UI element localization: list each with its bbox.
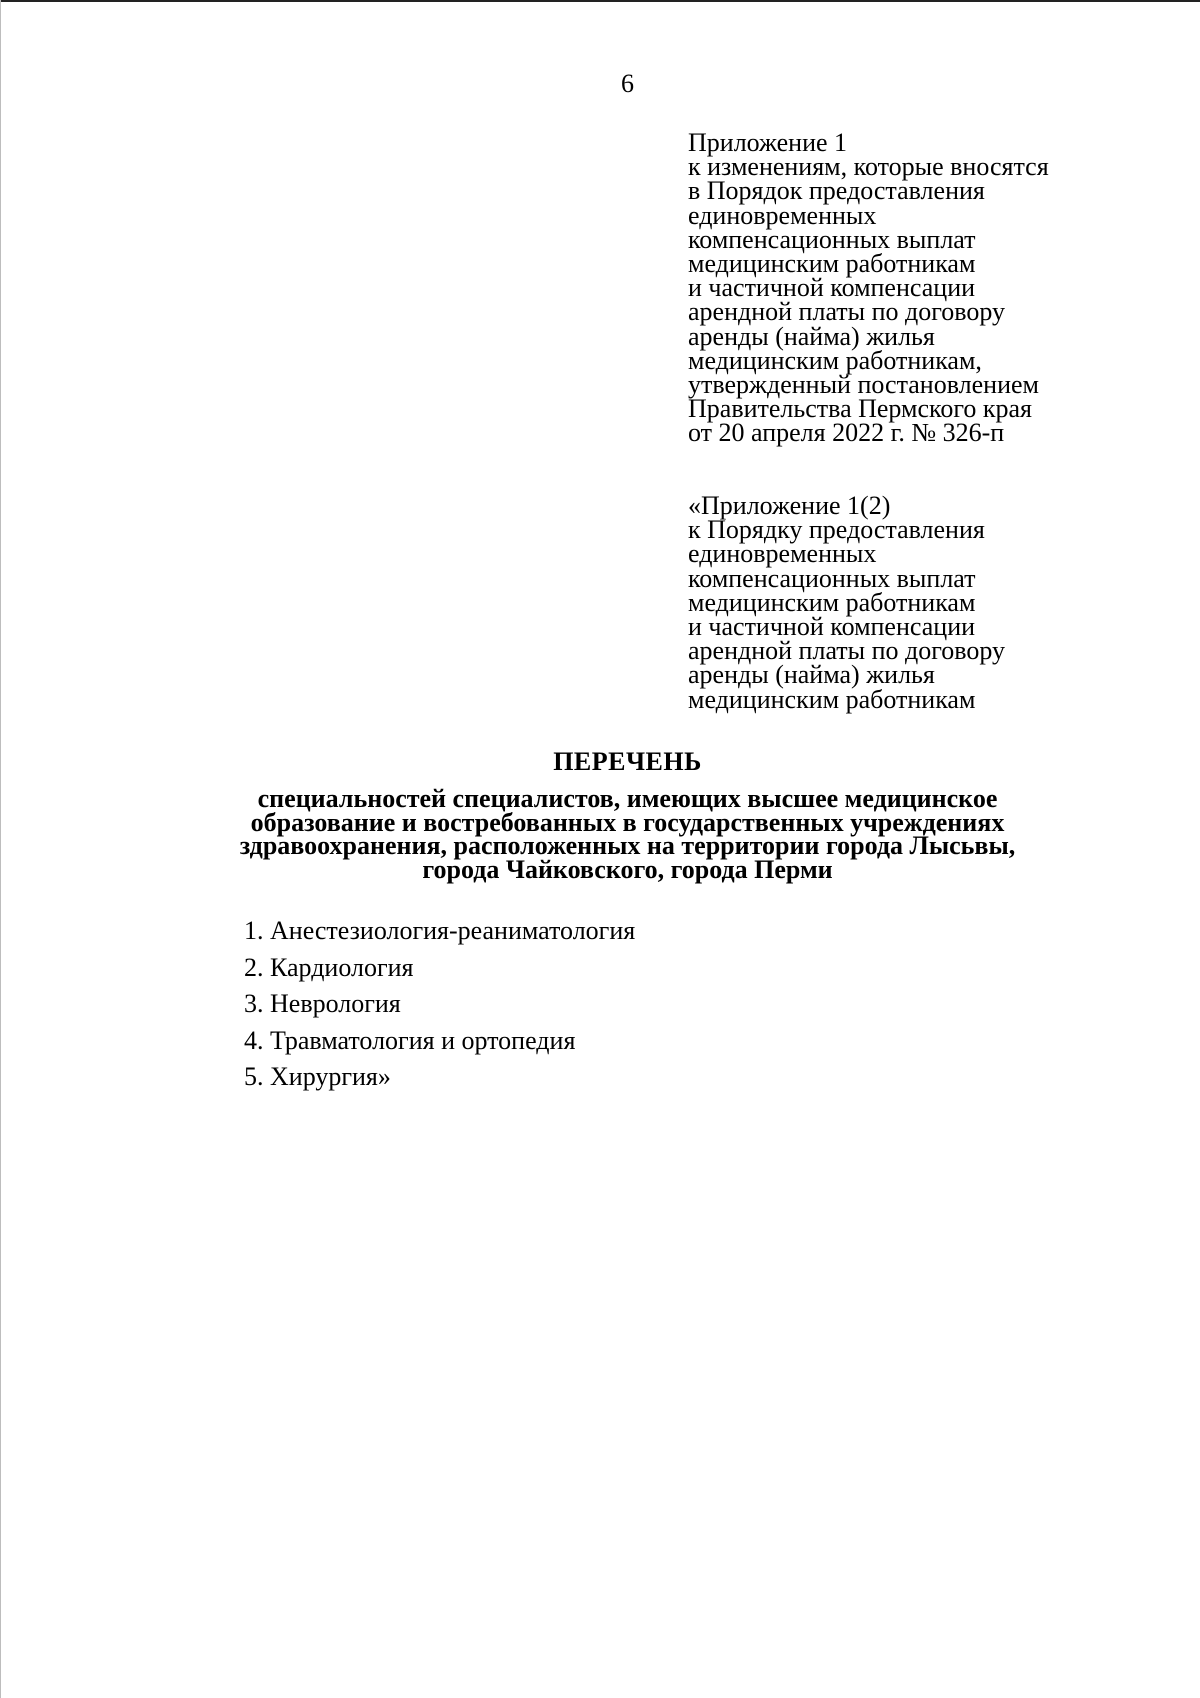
list-subtitle-line: образование и востребованных в государственных учреждениях	[250, 807, 1005, 837]
annex-2-line: к Порядку предоставления	[688, 515, 985, 545]
annex-1-line: Приложение 1	[688, 128, 848, 157]
list-subtitle	[0, 784, 1200, 884]
annex-1-line: и частичной компенсации	[688, 273, 976, 303]
list-subtitle-line: специальностей специалистов, имеющих высшее медицинское	[257, 784, 998, 813]
page-number: 6	[621, 69, 634, 98]
annex-1-line: утвержденный постановлением	[688, 370, 1039, 400]
annex-2-header	[688, 491, 1188, 714]
list-subtitle-line: города Чайковского, города Перми	[422, 854, 833, 884]
specialty-item: 4. Травматология и ортопедия	[244, 1025, 576, 1055]
annex-2-line: арендной платы по договору	[688, 636, 1006, 666]
list-title: ПЕРЕЧЕНЬ	[553, 747, 702, 776]
annex-2-line: компенсационных выплат	[688, 563, 976, 593]
annex-1-line: единовременных	[688, 200, 877, 230]
annex-1-line: Правительства Пермского края	[688, 394, 1032, 424]
annex-1-line: компенсационных выплат	[688, 224, 976, 254]
annex-1-line: от 20 апреля 2022 г. № 326-п	[688, 418, 1005, 448]
specialty-list	[244, 913, 635, 1096]
annex-2-line: медицинским работникам	[688, 684, 976, 714]
annex-1-line: в Порядок предоставления	[688, 176, 985, 206]
specialty-item: 1. Анестезиология-реаниматология	[244, 916, 636, 945]
specialty-item: 2. Кардиология	[244, 952, 414, 982]
annex-2-line: медицинским работникам	[688, 587, 976, 617]
annex-1-line: арендной платы по договору	[688, 297, 1006, 327]
annex-1-line: к изменениям, которые вносятся	[688, 152, 1049, 182]
specialty-item: 3. Неврология	[244, 989, 401, 1018]
annex-1-line: аренды (найма) жилья	[688, 321, 935, 351]
annex-1-line: медицинским работникам,	[688, 345, 982, 375]
annex-2-line: «Приложение 1(2)	[688, 491, 891, 520]
annex-2-line: и частичной компенсации	[688, 612, 976, 642]
list-subtitle-line: здравоохранения, расположенных на территории города Лысьвы,	[239, 831, 1016, 860]
annex-1-header	[688, 128, 1188, 448]
annex-2-line: аренды (найма) жилья	[688, 660, 935, 690]
annex-2-line: единовременных	[688, 539, 877, 569]
specialty-item: 5. Хирургия»	[244, 1062, 391, 1091]
page-top-edge	[0, 0, 1200, 2]
annex-1-line: медицинским работникам	[688, 249, 976, 279]
